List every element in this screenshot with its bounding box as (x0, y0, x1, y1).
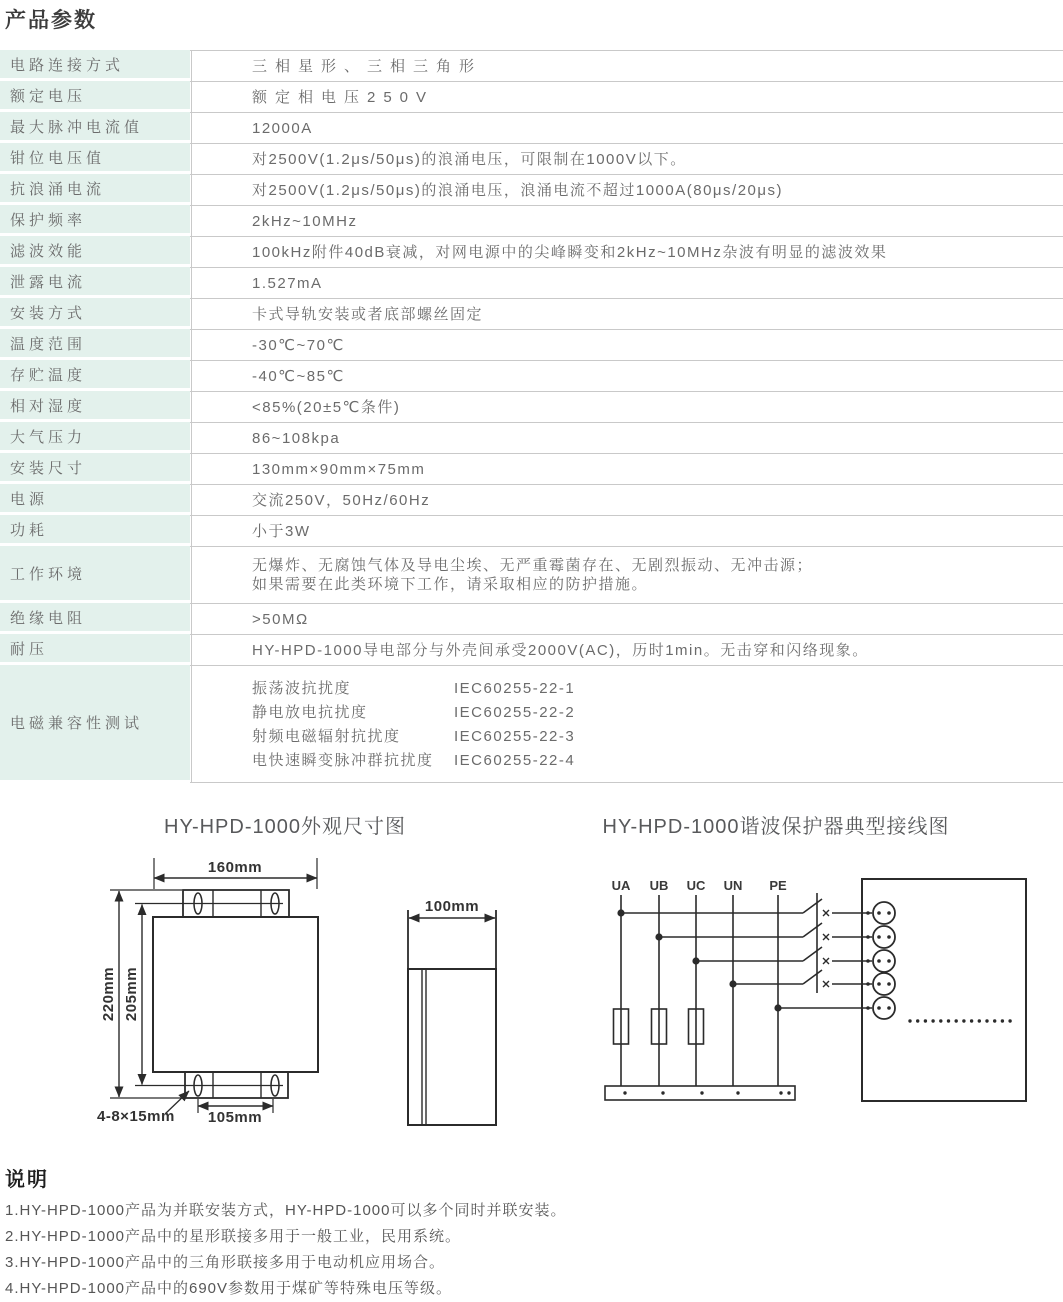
table-row (0, 515, 1063, 546)
param-name: 绝缘电阻 (0, 603, 190, 634)
table-row (0, 484, 1063, 515)
device-box (862, 879, 1026, 1101)
table-row (0, 329, 1063, 360)
note-item: 1.HY-HPD-1000产品为并联安装方式，HY-HPD-1000可以多个同时并联安装。 (5, 1202, 567, 1219)
param-name: 保护频率 (0, 205, 190, 236)
table-column-divider (191, 50, 192, 783)
page-title: 产品参数 (5, 9, 97, 32)
param-value: 100kHz附件40dB衰减，对网电源中的尖峰瞬变和2kHz~10MHz杂波有明显的滤波效果 (190, 236, 1063, 267)
param-name: 功耗 (0, 515, 190, 546)
dimension-diagram-title: HY-HPD-1000外观尺寸图 (164, 816, 406, 838)
param-value: 130mm×90mm×75mm (190, 453, 1063, 484)
param-name: 安装尺寸 (0, 453, 190, 484)
emc-test-name: 振荡波抗扰度 (252, 679, 352, 697)
param-name: 抗浪涌电流 (0, 174, 190, 205)
note-item: 2.HY-HPD-1000产品中的星形联接多用于一般工业，民用系统。 (5, 1228, 462, 1245)
param-value: HY-HPD-1000导电部分与外壳间承受2000V(AC)，历时1min。无击穿和闪络现象。 (190, 634, 1063, 665)
param-value: 额定相电压250V (190, 81, 1063, 112)
socket (873, 973, 895, 995)
param-name: 相对湿度 (0, 391, 190, 422)
param-value: -30℃~70℃ (190, 329, 1063, 360)
side-view-body (408, 969, 496, 1125)
socket (873, 902, 895, 924)
dim-label-depth: 100mm (424, 898, 480, 915)
emc-test-standard: IEC60255-22-3 (454, 727, 576, 745)
param-value (190, 665, 1063, 783)
table-row (0, 634, 1063, 665)
dim-label-height-inner: 205mm (123, 966, 140, 1022)
table-row (0, 546, 1063, 603)
table-row (0, 391, 1063, 422)
dim-label-hole-pitch: 105mm (207, 1109, 263, 1126)
note-item: 3.HY-HPD-1000产品中的三角形联接多用于电动机应用场合。 (5, 1254, 446, 1271)
param-name: 泄露电流 (0, 267, 190, 298)
notes-section (5, 1163, 1055, 1302)
table-row (0, 665, 1063, 783)
emc-test-name: 静电放电抗扰度 (252, 703, 368, 721)
table-row (0, 453, 1063, 484)
param-value (190, 546, 1063, 603)
param-name: 存贮温度 (0, 360, 190, 391)
param-name: 大气压力 (0, 422, 190, 453)
dim-label-holes: 4-8×15mm (97, 1108, 175, 1125)
param-value-line: 无爆炸、无腐蚀气体及导电尘埃、无严重霉菌存在、无剧烈振动、无冲击源； (252, 557, 814, 574)
table-row (0, 112, 1063, 143)
param-value: 卡式导轨安装或者底部螺丝固定 (190, 298, 1063, 329)
param-value: 对2500V(1.2μs/50μs)的浪涌电压，可限制在1000V以下。 (190, 143, 1063, 174)
socket (873, 950, 895, 972)
table-row (0, 174, 1063, 205)
param-name: 温度范围 (0, 329, 190, 360)
terminal-label-uc: UC (686, 878, 706, 893)
param-name: 耐压 (0, 634, 190, 665)
param-name: 钳位电压值 (0, 143, 190, 174)
param-value: >50MΩ (190, 603, 1063, 634)
wiring-diagram-title: HY-HPD-1000谐波保护器典型接线图 (602, 816, 950, 838)
param-value: 86~108kpa (190, 422, 1063, 453)
param-value: <85%(20±5℃条件) (190, 391, 1063, 422)
table-row (0, 50, 1063, 81)
param-name: 安装方式 (0, 298, 190, 329)
emc-test-standard: IEC60255-22-1 (454, 679, 576, 697)
table-row (0, 422, 1063, 453)
param-name: 电源 (0, 484, 190, 515)
terminal-label-ub: UB (649, 878, 669, 893)
notes-list (5, 1198, 1055, 1302)
switch-contact-x (823, 910, 829, 987)
socket (873, 926, 895, 948)
terminal-label-ua: UA (611, 878, 631, 893)
terminal-label-un: UN (723, 878, 743, 893)
param-name: 额定电压 (0, 81, 190, 112)
emc-test-name: 射频电磁辐射抗扰度 (252, 727, 401, 745)
bus-lines (621, 895, 778, 1086)
table-row (0, 143, 1063, 174)
dimension-diagram (85, 845, 505, 1140)
emc-test-line (252, 748, 1047, 772)
table-row (0, 267, 1063, 298)
param-name: 电路连接方式 (0, 50, 190, 81)
note-item: 4.HY-HPD-1000产品中的690V参数用于煤矿等特殊电压等级。 (5, 1280, 453, 1297)
emc-test-line (252, 724, 1047, 748)
emc-test-line (252, 676, 1047, 700)
param-value: 2kHz~10MHz (190, 205, 1063, 236)
table-row (0, 81, 1063, 112)
notes-title: 说明 (5, 1169, 49, 1191)
socket (873, 997, 895, 1019)
param-name: 工作环境 (0, 546, 190, 603)
param-value: 1.527mA (190, 267, 1063, 298)
emc-test-standard: IEC60255-22-4 (454, 751, 576, 769)
param-value: 对2500V(1.2μs/50μs)的浪涌电压，浪涌电流不超过1000A(80μs/20μs) (190, 174, 1063, 205)
dim-label-width: 160mm (207, 859, 263, 876)
front-view-body (153, 917, 318, 1072)
param-value: 12000A (190, 112, 1063, 143)
emc-test-standard: IEC60255-22-2 (454, 703, 576, 721)
table-row (0, 205, 1063, 236)
terminal-label-pe: PE (769, 878, 787, 893)
param-name: 电磁兼容性测试 (0, 665, 190, 783)
param-value-line: 如果需要在此类环境下工作，请采取相应的防护措施。 (252, 576, 649, 593)
emc-test-line (252, 700, 1047, 724)
table-row (0, 360, 1063, 391)
emc-test-name: 电快速瞬变脉冲群抗扰度 (252, 751, 434, 769)
param-value: 交流250V，50Hz/60Hz (190, 484, 1063, 515)
param-name: 最大脉冲电流值 (0, 112, 190, 143)
terminal-bar (605, 1086, 795, 1100)
wiring-diagram (560, 845, 1060, 1140)
param-value: -40℃~85℃ (190, 360, 1063, 391)
table-row (0, 298, 1063, 329)
spec-table (0, 50, 1063, 783)
table-row (0, 236, 1063, 267)
param-value: 小于3W (190, 515, 1063, 546)
dim-label-height-outer: 220mm (100, 966, 117, 1022)
param-name: 滤波效能 (0, 236, 190, 267)
table-row (0, 603, 1063, 634)
param-value: 三相星形、三相三角形 (190, 50, 1063, 81)
